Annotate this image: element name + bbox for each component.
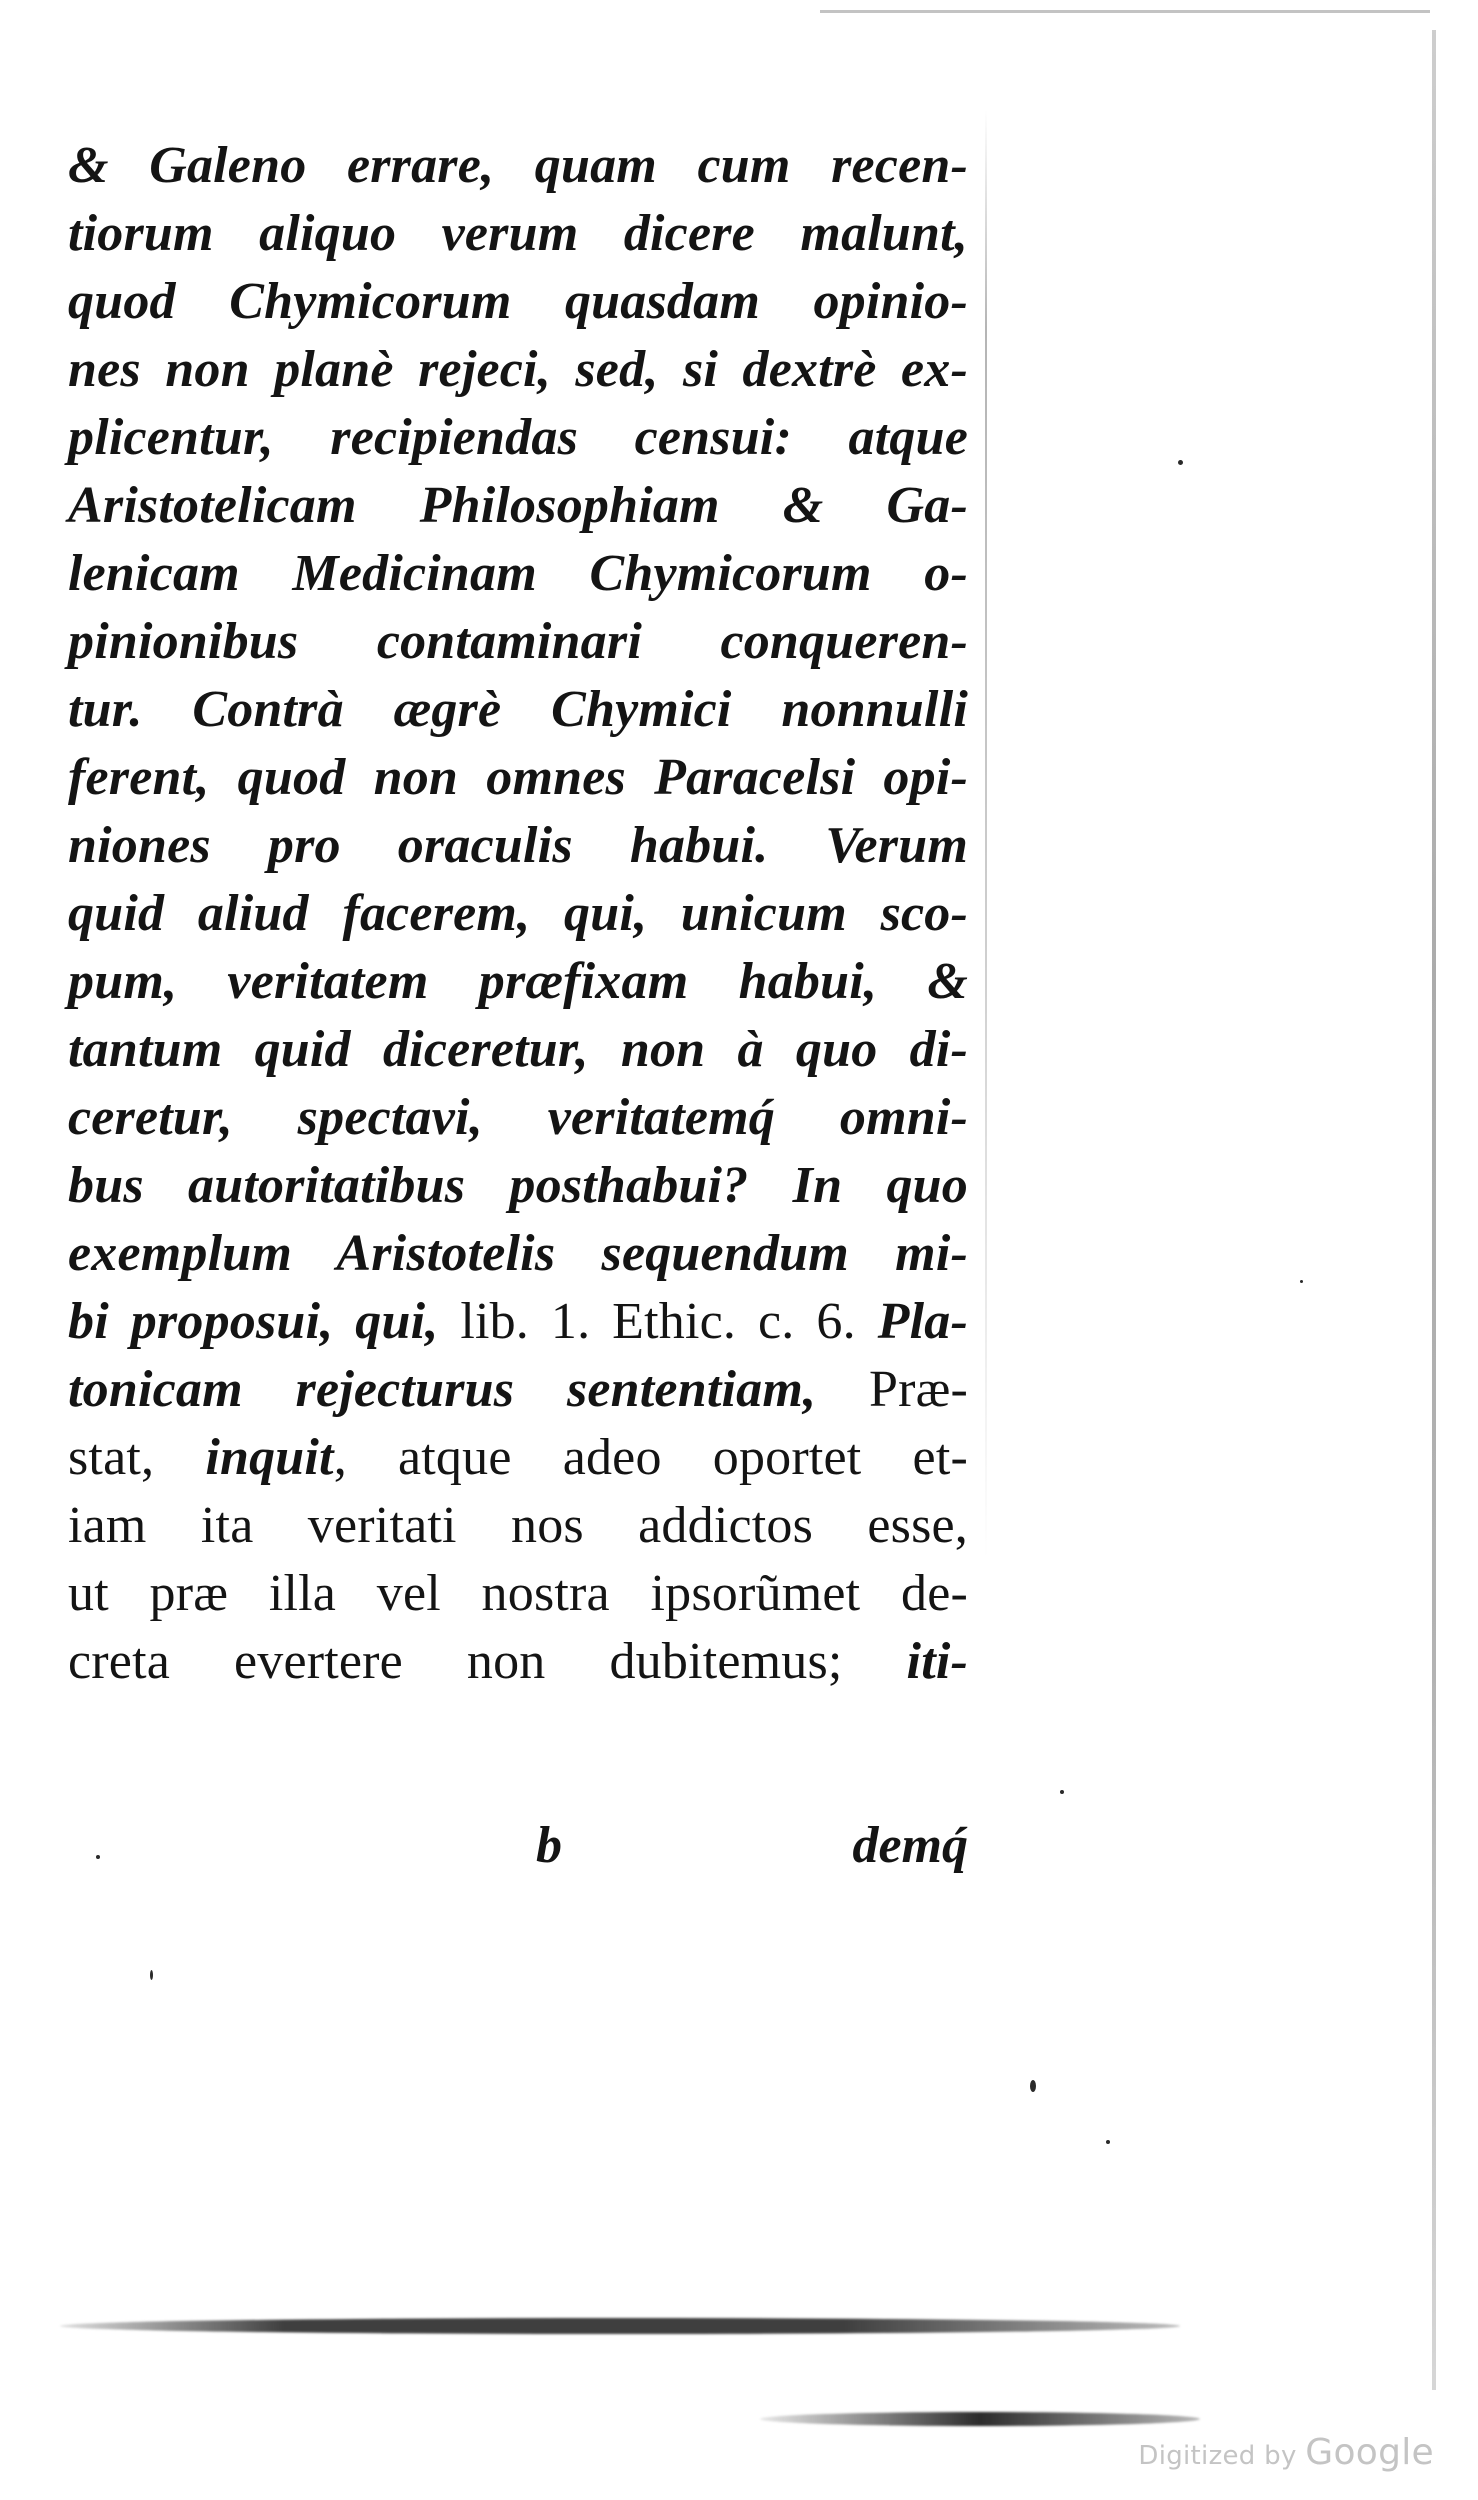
catchword: demq́ bbox=[852, 1817, 968, 1874]
quote-segment: Præ- bbox=[868, 1361, 968, 1418]
text-line-10: ferent, quod non omnes Paracelsi opi- bbox=[68, 749, 968, 806]
dust-speck bbox=[150, 1970, 153, 1980]
text-line-3: quod Chymicorum quasdam opinio- bbox=[68, 273, 968, 330]
text-line-15: ceretur, spectavi, veritatemq́ omni- bbox=[68, 1089, 968, 1146]
text-line-12: quid aliud facerem, qui, unicum sco- bbox=[68, 885, 968, 942]
text-line-9: tur. Contrà ægrè Chymici nonnulli bbox=[68, 681, 968, 738]
dust-speck bbox=[1106, 2140, 1110, 2144]
quote-segment: , atque adeo oportet et- bbox=[333, 1429, 968, 1486]
dust-speck bbox=[1030, 2080, 1036, 2092]
watermark-prefix: Digitized by bbox=[1138, 2441, 1297, 2471]
text-line-13: pum, veritatem præfixam habui, & bbox=[68, 953, 968, 1010]
quote-segment: stat, bbox=[68, 1429, 206, 1486]
ink-smudge bbox=[760, 2412, 1200, 2426]
digitization-watermark bbox=[1138, 2432, 1434, 2473]
text-line-1: & Galeno errare, quam cum recen- bbox=[68, 137, 968, 194]
text-line-20 bbox=[68, 1424, 968, 1492]
page-footer-row bbox=[68, 1812, 968, 1880]
text-line-16: bus autoritatibus posthabui? In quo bbox=[68, 1157, 968, 1214]
text-line-14: tantum quid diceretur, non à quo di- bbox=[68, 1021, 968, 1078]
text-line-19 bbox=[68, 1356, 968, 1424]
text-line-23 bbox=[68, 1628, 968, 1696]
text-line-5: plicentur, recipiendas censui: atque bbox=[68, 409, 968, 466]
text-segment: inquit bbox=[205, 1429, 334, 1486]
signature-mark: b bbox=[536, 1817, 562, 1874]
text-line-22: ut præ illa vel nostra ipsorũmet de- bbox=[68, 1565, 968, 1622]
dust-speck bbox=[1178, 460, 1183, 465]
text-line-2: tiorum aliquo verum dicere malunt, bbox=[68, 205, 968, 262]
text-line-7: lenicam Medicinam Chymicorum o- bbox=[68, 545, 968, 602]
text-line-18 bbox=[68, 1288, 968, 1356]
text-line-17: exemplum Aristotelis sequendum mi- bbox=[68, 1225, 968, 1282]
text-segment: iti- bbox=[906, 1633, 969, 1690]
google-logo: Google bbox=[1305, 2432, 1434, 2473]
paper-crease bbox=[985, 110, 987, 1560]
text-line-8: pinionibus contaminari conqueren- bbox=[68, 613, 968, 670]
text-line-21: iam ita veritati nos addictos esse, bbox=[68, 1497, 968, 1554]
citation-segment: lib. 1. Ethic. c. 6. bbox=[460, 1293, 878, 1350]
page-top-edge bbox=[820, 10, 1430, 13]
text-line-4: nes non planè rejeci, sed, si dextrè ex- bbox=[68, 341, 968, 398]
text-line-6: Aristotelicam Philosophiam & Ga- bbox=[68, 477, 968, 534]
text-segment: tonicam rejecturus sententiam, bbox=[68, 1361, 869, 1418]
page-right-edge bbox=[1432, 30, 1436, 2390]
text-line-11: niones pro oraculis habui. Verum bbox=[68, 817, 968, 874]
text-segment: bi proposui, qui, bbox=[68, 1293, 461, 1350]
quote-segment: creta evertere non dubitemus; bbox=[68, 1633, 843, 1690]
body-text bbox=[68, 132, 968, 1696]
text-segment: Pla- bbox=[877, 1293, 968, 1350]
ink-smudge bbox=[60, 2318, 1180, 2334]
dust-speck bbox=[1060, 1790, 1064, 1794]
dust-speck bbox=[1300, 1280, 1303, 1283]
dust-speck bbox=[96, 1855, 100, 1859]
